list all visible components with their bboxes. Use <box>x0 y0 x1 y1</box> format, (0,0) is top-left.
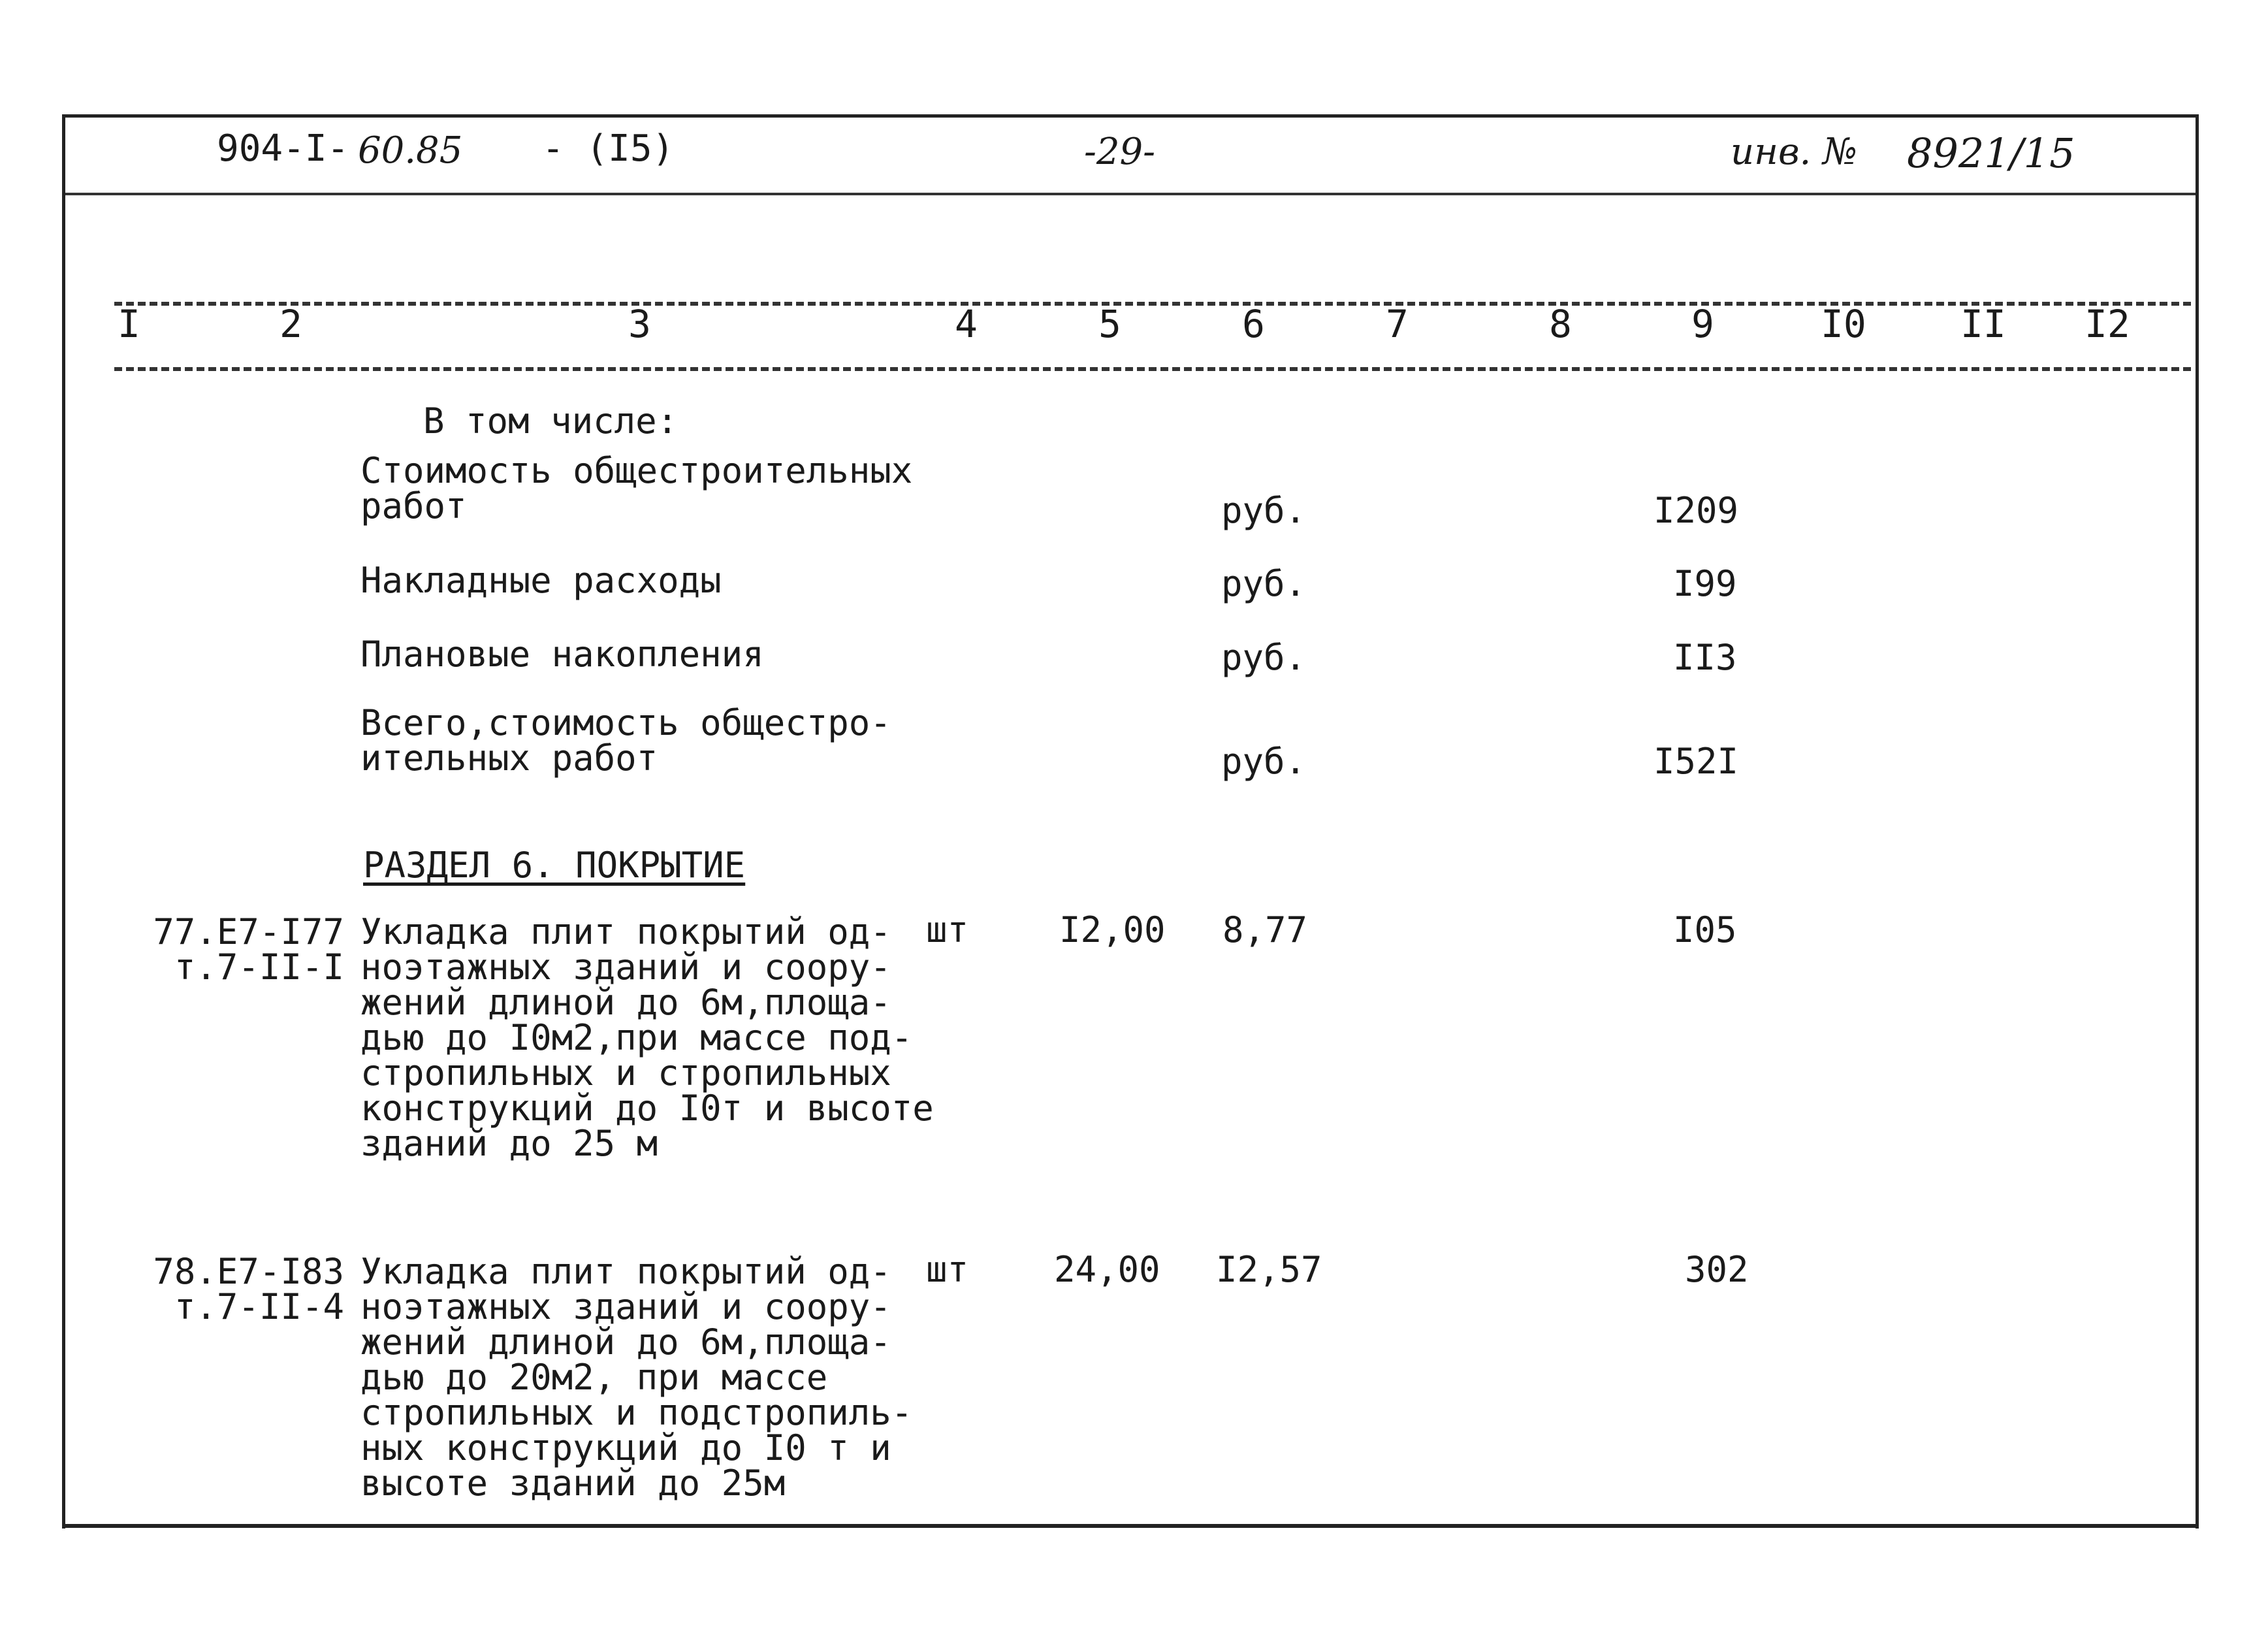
subtotal-value: I209 <box>1653 490 1739 531</box>
item-quantity: 24,00 <box>1054 1249 1160 1290</box>
item-description: Укладка плит покрытий од- ноэтажных зданий и соору- жений длиной до 6м,площа- дью до 20м2, при массе стропильных и подстропиль- ных конструкций до I0 т и высоте зданий до 25м <box>360 1251 913 1504</box>
subtotal-name: Накладные расходы <box>360 560 722 601</box>
column-header-dashed-bottom <box>114 367 2191 371</box>
item-price: 8,77 <box>1222 909 1308 950</box>
subtotals-intro: В том числе: <box>423 400 679 442</box>
column-number: II <box>1960 302 2006 346</box>
item-quantity: I2,00 <box>1059 909 1166 950</box>
item-description: Укладка плит покрытий од- ноэтажных зданий и соору- жений длиной до 6м,площа- дью до I0м2,при массе под- стропильных и стропильных конструкций до I0т и высоте зданий до 25 м <box>360 911 934 1164</box>
subtotal-unit: руб. <box>1221 490 1307 531</box>
frame-left-border <box>62 114 65 1529</box>
doc-code-handwritten: 60.85 <box>358 129 463 172</box>
item-unit: шт <box>926 1249 969 1290</box>
item-unit: шт <box>926 909 969 950</box>
subtotal-name: Плановые накопления <box>360 634 764 675</box>
column-number: I <box>118 302 140 346</box>
column-number: 6 <box>1242 302 1265 346</box>
frame-right-border <box>2196 114 2199 1529</box>
inventory-number: 8921/15 <box>1907 129 2075 177</box>
column-number: 5 <box>1098 302 1121 346</box>
frame-top-border <box>62 114 2197 118</box>
subtotal-value: I99 <box>1673 563 1737 604</box>
column-number: 9 <box>1691 302 1714 346</box>
doc-sheet: - (I5) <box>542 127 675 170</box>
column-number: 2 <box>280 302 302 346</box>
item-total: I05 <box>1673 909 1737 950</box>
subtotal-unit: руб. <box>1221 741 1307 782</box>
item-total: 302 <box>1685 1249 1749 1290</box>
column-number: 3 <box>628 302 651 346</box>
column-number: 7 <box>1386 302 1409 346</box>
subtotal-value: I52I <box>1653 741 1739 782</box>
section-title: РАЗДЕЛ 6. ПОКРЫТИЕ <box>363 845 746 886</box>
column-number: 8 <box>1549 302 1572 346</box>
item-code: 78.Е7-I83 т.7-II-4 <box>153 1251 344 1327</box>
column-number: I2 <box>2084 302 2130 346</box>
subtotal-value: II3 <box>1673 637 1737 678</box>
column-number: 4 <box>955 302 978 346</box>
column-header-dashed-top <box>114 302 2191 306</box>
frame-bottom-border <box>62 1524 2199 1528</box>
item-price: I2,57 <box>1216 1249 1322 1290</box>
subtotal-unit: руб. <box>1221 563 1307 604</box>
doc-code: 904-I- <box>217 127 349 170</box>
inventory-label: инв. № <box>1731 131 1858 173</box>
subtotal-name: Всего,стоимость общестро- ительных работ <box>360 702 891 779</box>
page-number: -29- <box>1084 131 1156 173</box>
item-code: 77.Е7-I77 т.7-II-I <box>153 911 344 988</box>
header-rule <box>65 193 2196 195</box>
column-number: I0 <box>1821 302 1866 346</box>
subtotal-name: Стоимость общестроительных работ <box>360 450 913 526</box>
subtotal-unit: руб. <box>1221 637 1307 678</box>
